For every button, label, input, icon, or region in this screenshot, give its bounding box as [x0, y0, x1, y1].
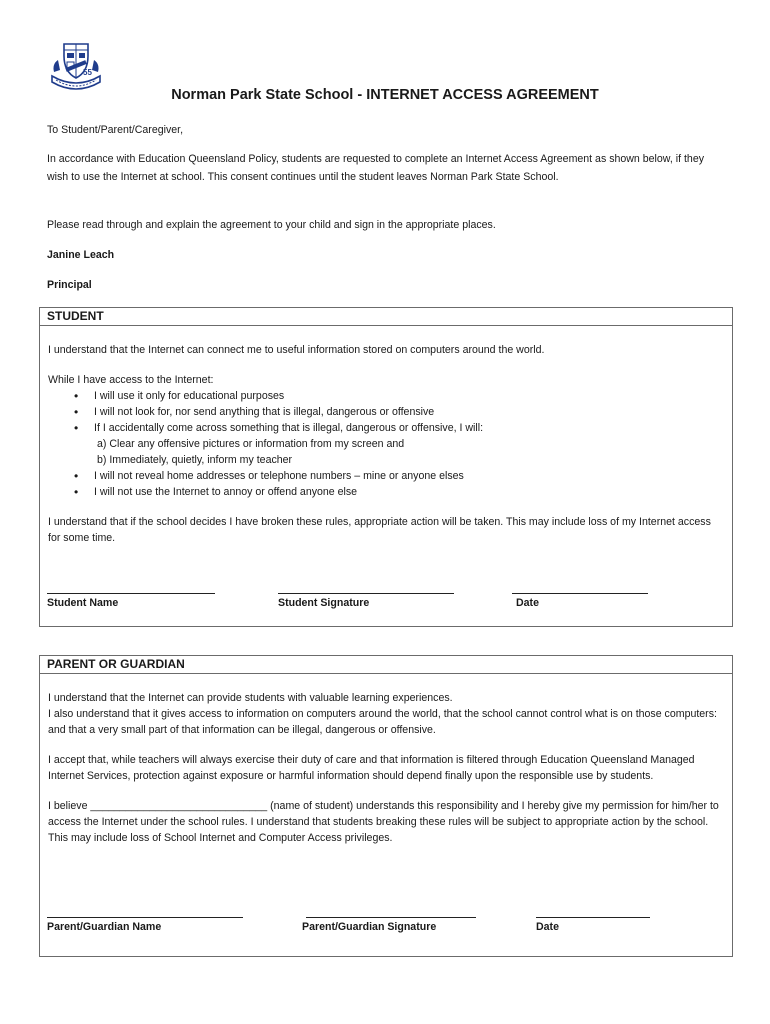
parent-signature-line[interactable]: [306, 917, 476, 918]
sub-item: a) Clear any offensive pictures or information from my screen and: [97, 438, 405, 450]
parent-paragraph-3: [48, 798, 724, 846]
principal-name: Janine Leach: [47, 249, 115, 261]
crest-number: 55: [83, 68, 92, 77]
belief-start: I believe: [48, 800, 88, 812]
parent-name-label: Parent/Guardian Name: [47, 921, 162, 933]
list-item: • I will not use the Internet to annoy or offend anyone else: [74, 484, 724, 500]
parent-name-line[interactable]: [47, 917, 243, 918]
student-paragraph-1: I understand that the Internet can connect me to useful information stored on computers around the world.: [48, 344, 545, 356]
principal-title: Principal: [47, 279, 92, 291]
intro-paragraph: In accordance with Education Queensland Policy, students are requested to complete an Internet Access Agreement as shown below, if they wish to use the Internet at school. This consent continues until the student leaves Norman Park State School.: [47, 153, 705, 183]
student-paragraph-2: I understand that if the school decides I have broken these rules, appropriate action will be taken. This may include loss of my Internet access for some time.: [48, 516, 711, 544]
belief-rest: (name of student) understands this responsibility and I hereby give my permission for him/her to access the Internet under the school rules. I understand that students breaking these rules will be subject to appropriate action by the school. This may include loss of School Internet and Computer Access privileges.: [48, 800, 719, 844]
list-item: • I will use it only for educational purposes: [74, 388, 724, 404]
salutation: To Student/Parent/Caregiver,: [47, 124, 184, 136]
parent-section: [39, 655, 733, 957]
instructions-paragraph: Please read through and explain the agreement to your child and sign in the appropriate places.: [47, 219, 496, 231]
student-signature-line[interactable]: [278, 593, 454, 594]
student-name-blank[interactable]: ______________________________: [90, 800, 268, 812]
page-title: Norman Park State School - INTERNET ACCESS AGREEMENT: [171, 87, 599, 103]
student-date-line[interactable]: [512, 593, 648, 594]
student-name-line[interactable]: [47, 593, 215, 594]
list-item: • I will not reveal home addresses or telephone numbers – mine or anyone elses: [74, 468, 724, 484]
student-signature-label: Student Signature: [278, 597, 370, 609]
parent-paragraph-1a: I understand that the Internet can provide students with valuable learning experiences.: [48, 692, 453, 704]
parent-signature-label: Parent/Guardian Signature: [302, 921, 437, 933]
student-list-intro: While I have access to the Internet:: [48, 374, 214, 386]
student-rules-list-continued: [74, 468, 724, 500]
parent-paragraph-1b: I also understand that it gives access to information on computers around the world, that the school cannot control what is on those computers: and that a very small part of that information can be illegal, dangerous or offensive.: [48, 708, 717, 736]
parent-date-label: Date: [536, 921, 559, 933]
parent-date-line[interactable]: [536, 917, 650, 918]
parent-section-heading: PARENT OR GUARDIAN: [40, 656, 732, 674]
parent-paragraph-2: I accept that, while teachers will always exercise their duty of care and that information is filtered through Education Queensland Managed Internet Services, protection against exposure or harmful information should depend finally upon the responsible use by students.: [48, 754, 695, 782]
list-item: • I will not look for, nor send anything that is illegal, dangerous or offensive: [74, 404, 724, 420]
sub-item: b) Immediately, quietly, inform my teacher: [97, 454, 293, 466]
student-date-label: Date: [516, 597, 539, 609]
student-section: [39, 307, 733, 627]
student-rules-list: [74, 388, 724, 436]
student-section-heading: STUDENT: [40, 308, 732, 326]
list-item: • If I accidentally come across something that is illegal, dangerous or offensive, I will:: [74, 420, 724, 436]
student-name-label: Student Name: [47, 597, 119, 609]
